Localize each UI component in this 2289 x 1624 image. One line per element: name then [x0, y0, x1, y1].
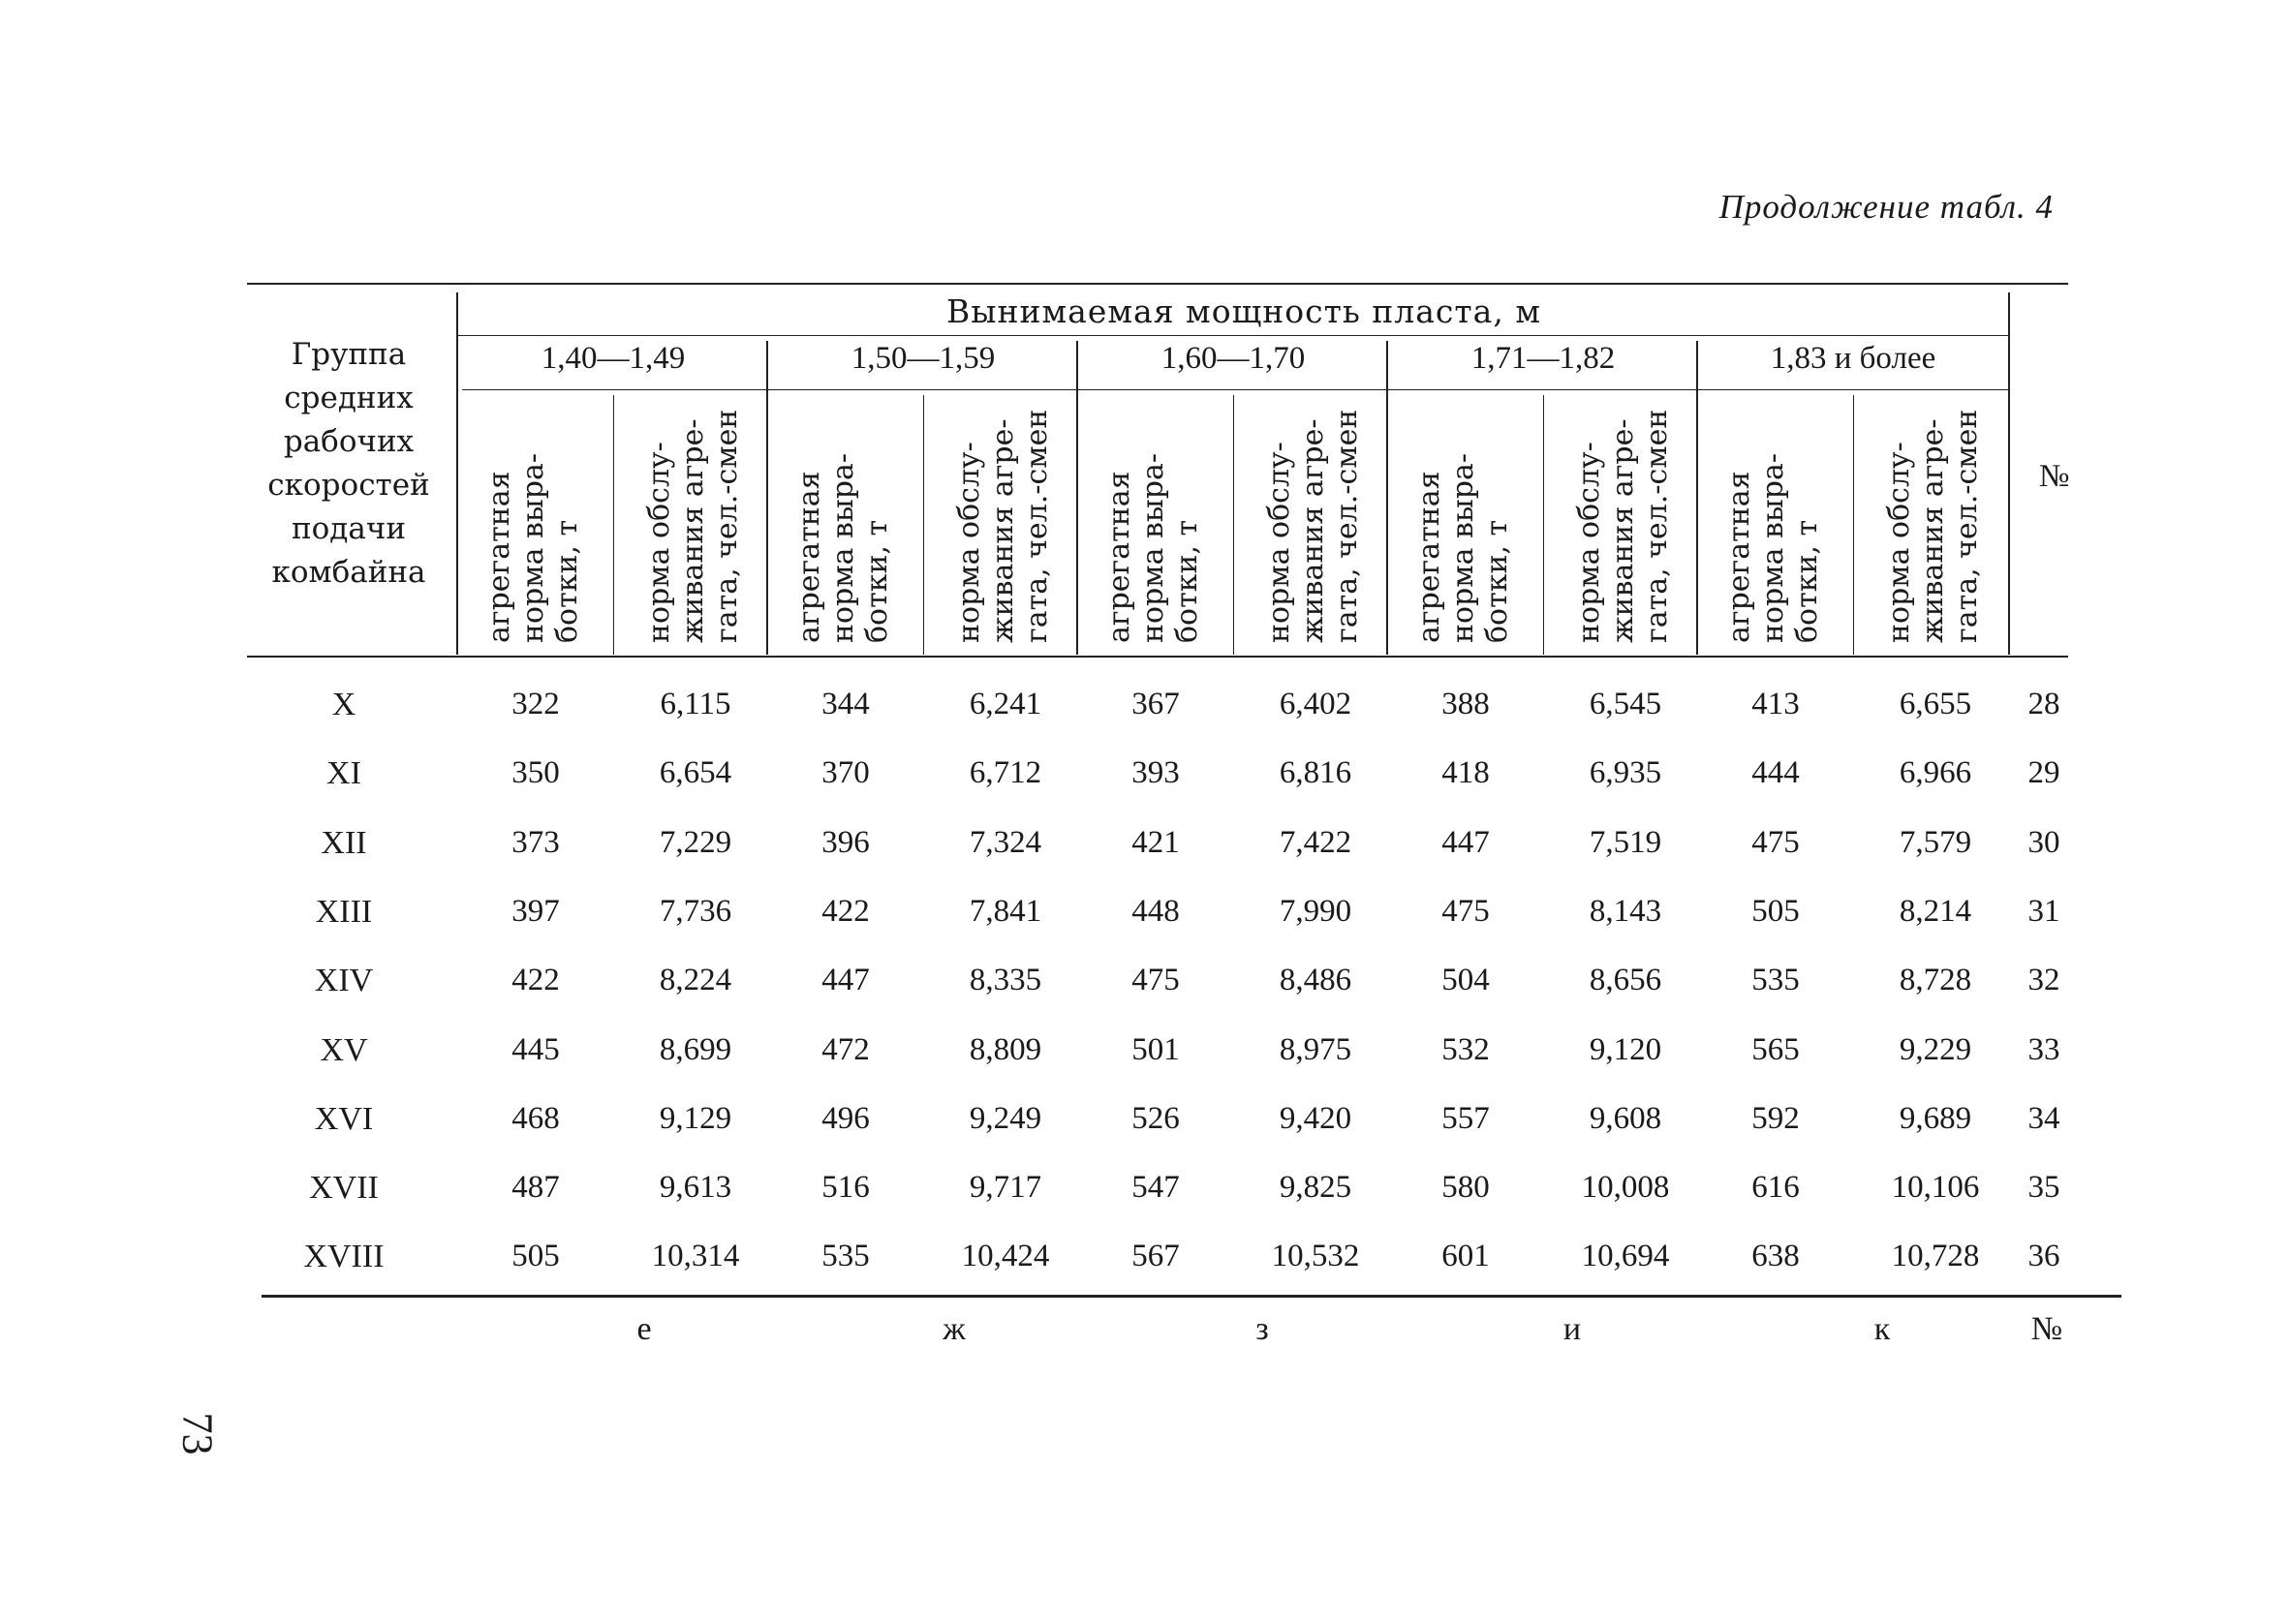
table-cell: 6,402	[1279, 687, 1352, 721]
table-cell: 422	[821, 893, 870, 929]
table-cell: 6,935	[1589, 755, 1662, 791]
row-number: 30	[2027, 824, 2060, 860]
column-subheader: норма обслу- живания агре- гата, чел.-смен	[1262, 409, 1364, 643]
table-cell: 393	[1131, 755, 1180, 791]
range-header: 1,71—1,82	[1470, 341, 1616, 376]
table-cell: 505	[1751, 893, 1800, 929]
table-cell: 10,694	[1581, 1239, 1670, 1274]
table-cell: 388	[1441, 687, 1490, 721]
subcol-separator	[1853, 395, 1854, 655]
table-cell: 7,229	[659, 824, 732, 860]
row-number: 31	[2027, 893, 2060, 929]
table-cell: 444	[1751, 755, 1800, 791]
group-header-line-4: скоростей	[267, 468, 430, 503]
table-cell: 592	[1751, 1100, 1800, 1136]
table-cell: 6,966	[1899, 755, 1972, 791]
row-group-label: XIV	[314, 963, 374, 999]
bottom-rule	[262, 1295, 2121, 1298]
table-cell: 350	[511, 755, 560, 791]
table-cell: 8,486	[1279, 963, 1352, 998]
table-cell: 6,115	[660, 687, 731, 721]
main-header: Вынимаемая мощность пласта, м	[946, 292, 1541, 330]
group-header	[252, 333, 446, 595]
table-cell: 9,717	[969, 1170, 1042, 1206]
column-subheader: норма обслу- живания агре- гата, чел.-смен	[1572, 409, 1674, 643]
number-header: №	[2039, 459, 2070, 494]
table-cell: 8,699	[659, 1031, 732, 1067]
group-header-line-2: средних	[284, 381, 414, 415]
table-cell: 496	[821, 1100, 870, 1136]
table-cell: 526	[1131, 1100, 1180, 1136]
range-header: 1,83 и более	[1770, 341, 1936, 376]
table-cell: 8,728	[1899, 963, 1972, 998]
table-cell: 344	[821, 687, 870, 721]
table-cell: 8,224	[659, 963, 732, 998]
table-cell: 532	[1441, 1031, 1490, 1067]
table-cell: 516	[821, 1170, 870, 1206]
table-cell: 396	[821, 824, 870, 860]
range-separator	[1696, 341, 1698, 655]
row-group-label: X	[331, 687, 356, 722]
row-number: 28	[2027, 687, 2060, 721]
table-cell: 9,825	[1279, 1170, 1352, 1206]
table-cell: 421	[1131, 824, 1180, 860]
group-header-line-6: комбайна	[271, 555, 426, 590]
table-cell: 373	[511, 824, 560, 860]
table-cell: 616	[1751, 1170, 1800, 1206]
table-cell: 418	[1441, 755, 1490, 791]
table-cell: 567	[1131, 1239, 1180, 1274]
row-number: 36	[2027, 1239, 2060, 1274]
header-bottom-rule	[247, 656, 2068, 658]
table-cell: 6,816	[1279, 755, 1352, 791]
table-cell: 487	[511, 1170, 560, 1206]
row-group-label: XI	[326, 755, 361, 792]
column-letter: к	[1873, 1311, 1891, 1347]
row-number: 35	[2027, 1170, 2060, 1206]
table-cell: 7,324	[969, 824, 1042, 860]
row-group-label: XV	[320, 1031, 368, 1068]
column-subheader: норма обслу- живания агре- гата, чел.-смен	[642, 409, 744, 643]
row-group-label: XVIII	[303, 1239, 385, 1275]
table-cell: 10,728	[1891, 1239, 1980, 1274]
table-cell: 9,249	[969, 1100, 1042, 1136]
table-cell: 7,519	[1589, 824, 1662, 860]
group-header-line-1: Группа	[291, 337, 407, 372]
row-group-label: XVII	[309, 1170, 379, 1207]
column-subheader: норма обслу- живания агре- гата, чел.-смен	[1882, 409, 1984, 643]
table-cell: 475	[1441, 893, 1490, 929]
table-cell: 6,712	[969, 755, 1042, 791]
table-cell: 501	[1131, 1031, 1180, 1067]
table-cell: 472	[821, 1031, 870, 1067]
table-cell: 7,841	[969, 893, 1042, 929]
table-cell: 6,655	[1899, 687, 1972, 721]
table-cell: 322	[511, 687, 560, 721]
column-letter: и	[1562, 1311, 1582, 1347]
table-cell: 557	[1441, 1100, 1490, 1136]
subcol-separator	[613, 395, 614, 655]
column-letter: ж	[943, 1311, 966, 1347]
table-cell: 8,335	[969, 963, 1042, 998]
table-cell: 448	[1131, 893, 1180, 929]
table-cell: 445	[511, 1031, 560, 1067]
range-header: 1,60—1,70	[1160, 341, 1306, 376]
table-cell: 10,106	[1891, 1170, 1980, 1206]
table-cell: 7,422	[1279, 824, 1352, 860]
table-cell: 7,990	[1279, 893, 1352, 929]
column-subheader: агрегатная норма выра- ботки, т	[1722, 452, 1824, 643]
subcol-separator	[923, 395, 924, 655]
table-cell: 10,314	[651, 1239, 740, 1274]
table-cell: 9,120	[1589, 1031, 1662, 1067]
table-cell: 505	[511, 1239, 560, 1274]
table-cell: 547	[1131, 1170, 1180, 1206]
table-cell: 10,424	[961, 1239, 1050, 1274]
row-group-label: XIII	[315, 893, 373, 930]
table-cell: 370	[821, 755, 870, 791]
table-cell: 422	[511, 963, 560, 998]
group-header-line-3: рабочих	[283, 424, 415, 459]
table-cell: 8,809	[969, 1031, 1042, 1067]
column-subheader: норма обслу- живания агре- гата, чел.-смен	[952, 409, 1054, 643]
table-cell: 475	[1131, 963, 1180, 998]
subcol-separator	[1233, 395, 1234, 655]
column-letter: е	[636, 1311, 652, 1347]
table-cell: 565	[1751, 1031, 1800, 1067]
range-header: 1,40—1,49	[541, 341, 686, 376]
table-cell: 8,214	[1899, 893, 1972, 929]
table-cell: 6,545	[1589, 687, 1662, 721]
table-cell: 7,579	[1899, 824, 1972, 860]
table-cell: 9,229	[1899, 1031, 1972, 1067]
table-cell: 580	[1441, 1170, 1490, 1206]
table-cell: 9,420	[1279, 1100, 1352, 1136]
table-cell: 8,143	[1589, 893, 1662, 929]
subcol-separator	[1543, 395, 1544, 655]
table-cell: 468	[511, 1100, 560, 1136]
range-separator	[1076, 341, 1078, 655]
table-cell: 7,736	[659, 893, 732, 929]
table-cell: 447	[821, 963, 870, 998]
table-cell: 504	[1441, 963, 1490, 998]
column-subheader: агрегатная норма выра- ботки, т	[1102, 452, 1204, 643]
column-subheader: агрегатная норма выра- ботки, т	[1412, 452, 1514, 643]
table-cell: 367	[1131, 687, 1180, 721]
row-number: 33	[2027, 1031, 2060, 1067]
table-cell: 9,613	[659, 1170, 732, 1206]
table-cell: 535	[1751, 963, 1800, 998]
table-cell: 9,689	[1899, 1100, 1972, 1136]
column-subheader: агрегатная норма выра- ботки, т	[482, 452, 584, 643]
table-cell: 535	[821, 1239, 870, 1274]
column-letter: з	[1255, 1311, 1269, 1347]
table-cell: 10,532	[1271, 1239, 1360, 1274]
table-cell: 9,129	[659, 1100, 732, 1136]
row-group-label: XII	[321, 824, 367, 861]
table-cell: 6,241	[969, 687, 1042, 721]
top-rule	[247, 283, 2068, 285]
table-caption: Продолжение табл. 4	[1718, 188, 2054, 226]
range-underline	[462, 389, 2008, 390]
table-cell: 475	[1751, 824, 1800, 860]
group-header-line-5: подачи	[291, 511, 407, 546]
table-cell: 6,654	[659, 755, 732, 791]
row-number: 32	[2027, 963, 2060, 998]
range-separator	[766, 341, 768, 655]
table-cell: 9,608	[1589, 1100, 1662, 1136]
table-cell: 10,008	[1581, 1170, 1670, 1206]
range-separator	[1386, 341, 1388, 655]
page-number: 73	[173, 1412, 222, 1455]
row-group-label: XVI	[314, 1100, 374, 1137]
number-col-separator	[2008, 292, 2010, 655]
row-number: 34	[2027, 1100, 2060, 1136]
table-cell: 447	[1441, 824, 1490, 860]
table-cell: 397	[511, 893, 560, 929]
table-cell: 8,656	[1589, 963, 1662, 998]
row-number: 29	[2027, 755, 2060, 791]
table-cell: 8,975	[1279, 1031, 1352, 1067]
range-header: 1,50—1,59	[851, 341, 996, 376]
table-cell: 638	[1751, 1239, 1800, 1274]
table-cell: 601	[1441, 1239, 1490, 1274]
footer-number-label: №	[2030, 1311, 2063, 1347]
table-cell: 413	[1751, 687, 1800, 721]
main-header-underline	[458, 335, 2008, 336]
data-table	[247, 275, 2112, 1360]
column-subheader: агрегатная норма выра- ботки, т	[792, 452, 894, 643]
